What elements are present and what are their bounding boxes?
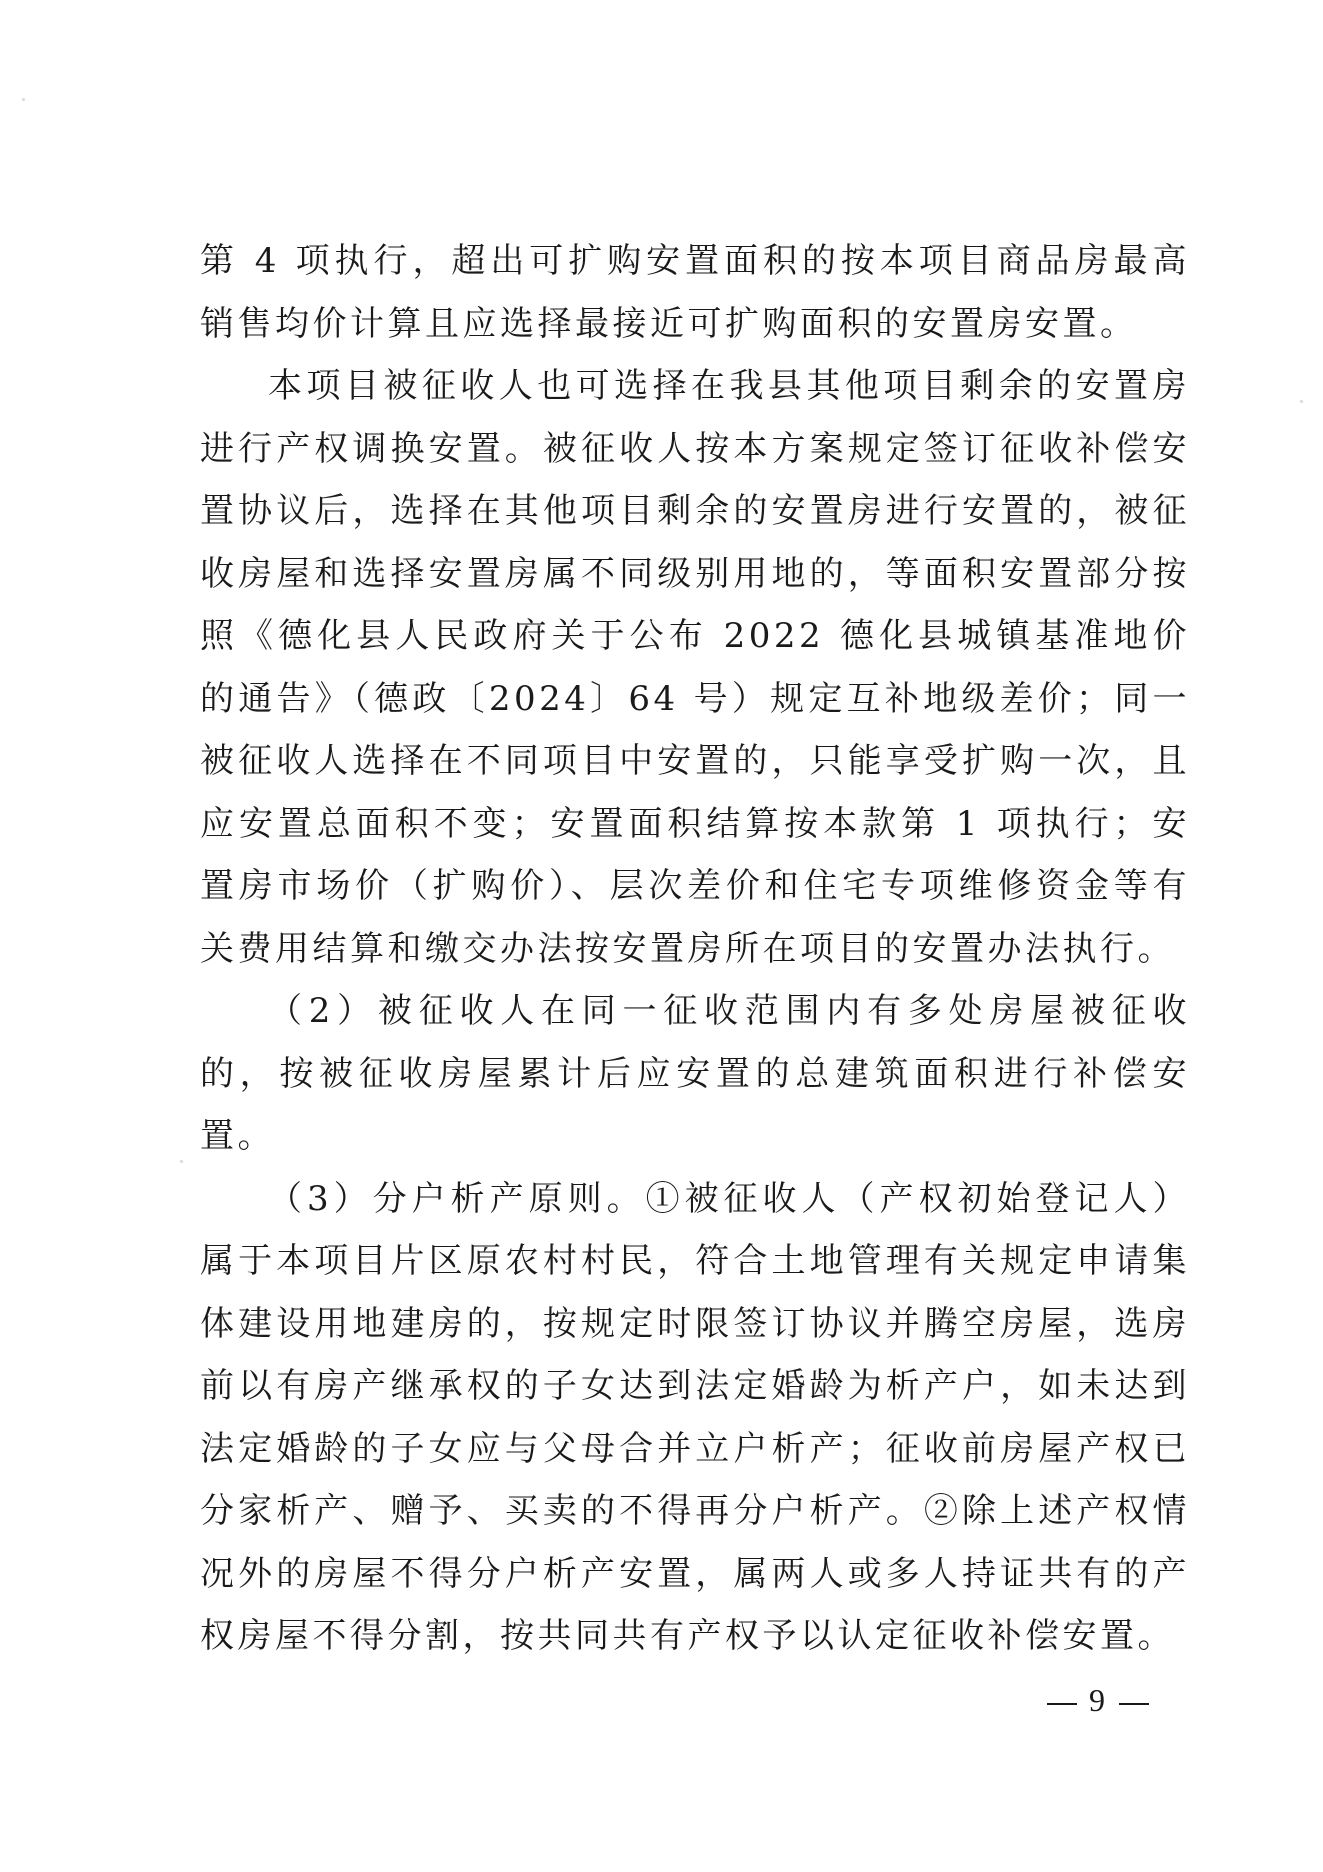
document-body (200, 230, 1190, 1668)
page-number-value: 9 (1089, 1682, 1107, 1718)
paragraph-continuation: 第 4 项执行，超出可扩购安置面积的按本项目商品房最高销售均价计算且应选择最接近可扩购面积的安置房安置。 (200, 241, 1190, 344)
scan-speck (22, 98, 25, 101)
page-number-dash-right (1119, 1703, 1149, 1705)
page-number-dash-left (1047, 1703, 1077, 1705)
scan-speck (180, 1160, 183, 1163)
page-number (1035, 1682, 1161, 1719)
paragraph-resettlement-other-projects: 本项目被征收人也可选择在我县其他项目剩余的安置房进行产权调换安置。被征收人按本方案规定签订征收补偿安置协议后，选择在其他项目剩余的安置房进行安置的，被征收房屋和选择安置房属不同级别用地的，等面积安置部分按照《德化县人民政府关于公布 2022 德化县城镇基准地价的通告》（德政〔2024〕64 号）规定互补地级差价；同一被征收人选择在不同项目中安置的，只能享受扩购一次，且应安置总面积不变；安置面积结算按本款第 1 项执行；安置房市场价（扩购价）、层次差价和住宅专项维修资金等有关费用结算和缴交办法按安置房所在项目的安置办法执行。 (200, 366, 1190, 969)
paragraph-household-division: （3）分户析产原则。①被征收人（产权初始登记人）属于本项目片区原农村村民，符合土地管理有关规定申请集体建设用地建房的，按规定时限签订协议并腾空房屋，选房前以有房产继承权的子女达到法定婚龄为析产户，如未达到法定婚龄的子女应与父母合并立户析产；征收前房屋产权已分家析产、赠予、买卖的不得再分户析产。②除上述产权情况外的房屋不得分户析产安置，属两人或多人持证共有的产权房屋不得分割，按共同共有产权予以认定征收补偿安置。 (200, 1178, 1190, 1656)
scan-speck (1300, 400, 1303, 403)
paragraph-multiple-houses: （2）被征收人在同一征收范围内有多处房屋被征收的，按被征收房屋累计后应安置的总建筑面积进行补偿安置。 (200, 991, 1190, 1156)
